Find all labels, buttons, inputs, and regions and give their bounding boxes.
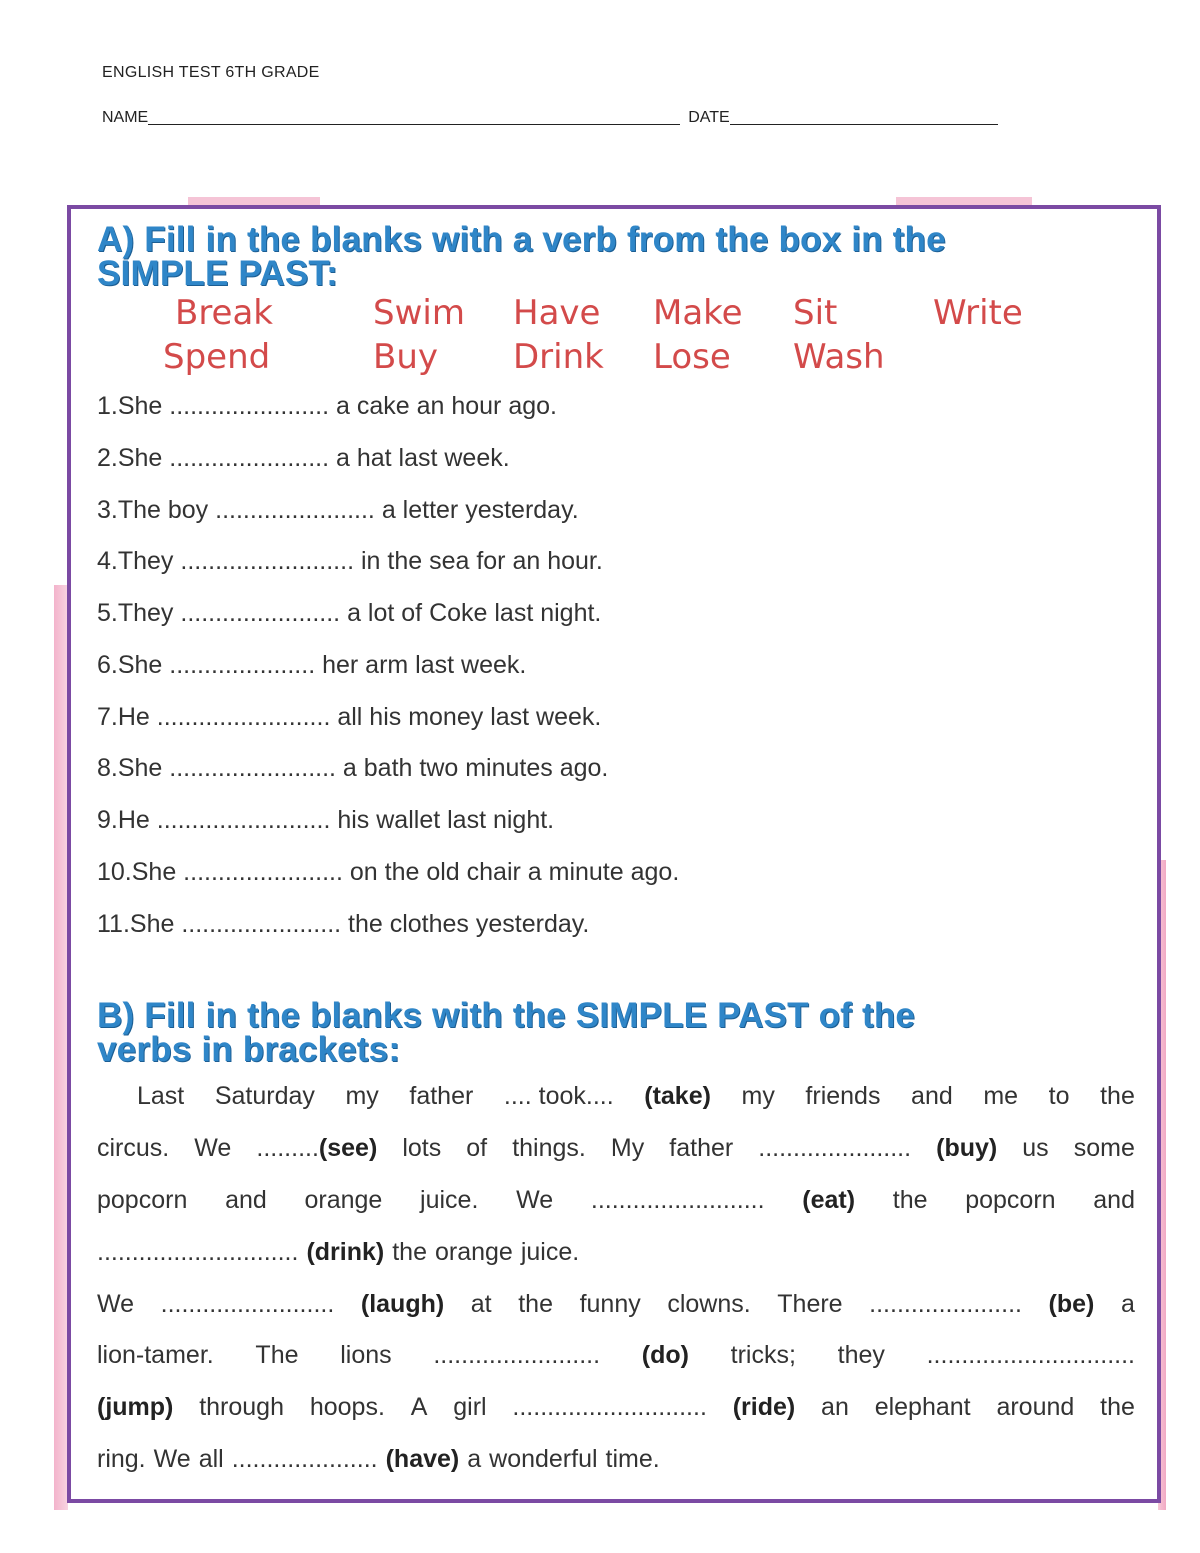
paragraph-word: (buy) [936,1134,998,1162]
paragraph-word: circus. [97,1134,170,1162]
paragraph-word: (take) [644,1082,711,1110]
paragraph-word: (ride) [732,1393,796,1421]
paragraph-word: We [194,1134,232,1162]
name-blank[interactable] [148,123,680,125]
paragraph-word: wonderful [489,1445,598,1473]
paragraph-word: me [983,1082,1019,1110]
paragraph-word: (laugh) [360,1290,445,1318]
section-a-heading-line1: A) Fill in the blanks with a verb from the box in the [97,220,946,259]
word-swim: Swim [373,293,465,333]
exercise-10: 10.She ....................... on the old chair a minute ago. [97,858,680,886]
word-sit: Sit [793,293,838,333]
paragraph-word: an [821,1393,849,1421]
paragraph-word: lion-tamer. [97,1341,214,1369]
paragraph-word: the [1100,1393,1135,1421]
paragraph-word: (eat) [802,1186,856,1214]
paragraph-word: .............................. [926,1341,1135,1369]
section-a-heading-line2: SIMPLE PAST: [97,254,338,293]
paragraph-word: at [470,1290,492,1318]
paragraph-word: A [410,1393,428,1421]
paragraph-word: .... took.... [503,1082,614,1110]
paragraph-word: The [255,1341,299,1369]
exercise-3: 3.The boy ....................... a letter yesterday. [97,496,579,524]
paragraph-word: my [345,1082,379,1110]
paragraph-word: things. [512,1134,586,1162]
word-make: Make [653,293,743,333]
word-write: Write [933,293,1023,333]
paragraph-word: to [1048,1082,1070,1110]
paragraph-word: orange [434,1238,513,1266]
paragraph-word: There [777,1290,843,1318]
paragraph-word: We [97,1290,135,1318]
paragraph-line-4 [97,1238,1135,1267]
word-break: Break [175,293,273,333]
paragraph-word: ...................... [758,1134,912,1162]
exercise-7: 7.He ......................... all his money last week. [97,703,602,731]
paragraph-word: Last [137,1082,185,1110]
pink-left-edge [54,585,68,1510]
paragraph-word: (jump) [97,1393,174,1421]
paragraph-word: We [153,1445,191,1473]
paragraph-word: a [467,1445,482,1473]
paragraph-word: ...................... [869,1290,1022,1318]
exercise-2: 2.She ....................... a hat last week. [97,444,510,472]
paragraph-word: My [610,1134,645,1162]
paragraph-word: .........(see) [256,1134,378,1162]
verb-word-box [71,293,1157,383]
name-label: NAME [102,109,149,126]
paragraph-word: girl [453,1393,487,1421]
paragraph-word: a [1120,1290,1135,1318]
paragraph-word: and [1093,1186,1135,1214]
paragraph-word: around [996,1393,1075,1421]
paragraph-line-1 [137,1082,1135,1111]
word-have: Have [513,293,601,333]
paragraph-word: funny [579,1290,641,1318]
paragraph-word: (have) [385,1445,460,1473]
paragraph-word: ..................... [231,1445,378,1473]
word-spend: Spend [163,337,271,377]
paragraph-line-3 [97,1186,1135,1215]
paragraph-word: all [198,1445,224,1473]
paragraph-word: popcorn [97,1186,188,1214]
paragraph-word: ........................ [433,1341,601,1369]
date-blank[interactable] [730,123,998,125]
paragraph-word: juice. [420,1186,479,1214]
paragraph-word: some [1073,1134,1135,1162]
paragraph-word: ............................. [97,1238,299,1266]
exercise-4: 4.They ......................... in the sea for an hour. [97,547,603,575]
test-title: ENGLISH TEST 6TH GRADE [102,64,320,81]
paragraph-word: us [1022,1134,1049,1162]
paragraph-word: tricks; [730,1341,796,1369]
word-lose: Lose [653,337,731,377]
paragraph-word: elephant [874,1393,971,1421]
section-b-heading-line2: verbs in brackets: [97,1030,401,1069]
paragraph-word: father [409,1082,474,1110]
exercise-6: 6.She ..................... her arm last week. [97,651,527,679]
paragraph-line-8 [97,1445,1135,1474]
paragraph-line-6 [97,1341,1135,1370]
paragraph-word: friends [805,1082,881,1110]
paragraph-word: juice. [520,1238,580,1266]
date-label: DATE [688,109,730,126]
paragraph-word: through [199,1393,284,1421]
paragraph-word: my [741,1082,775,1110]
paragraph-word: they [837,1341,885,1369]
paragraph-word: and [225,1186,267,1214]
paragraph-word: ......................... [160,1290,335,1318]
word-buy: Buy [373,337,438,377]
paragraph-word: lions [340,1341,392,1369]
exercise-5: 5.They ....................... a lot of Coke last night. [97,599,602,627]
paragraph-word: hoops. [309,1393,385,1421]
section-b-heading-line1: B) Fill in the blanks with the SIMPLE PAST of the [97,996,916,1035]
section-b-heading [97,996,1097,1069]
paragraph-word: ............................ [512,1393,707,1421]
paragraph-word: popcorn [965,1186,1056,1214]
word-drink: Drink [513,337,604,377]
paragraph-word: We [516,1186,554,1214]
paragraph-word: ring. [97,1445,146,1473]
exercise-9: 9.He ......................... his wallet last night. [97,806,555,834]
word-wash: Wash [793,337,885,377]
paragraph-word: father [669,1134,734,1162]
paragraph-line-5 [97,1290,1135,1319]
paragraph-word: (do) [641,1341,689,1369]
paragraph-word: the [1100,1082,1135,1110]
section-a-heading [97,220,1117,293]
paragraph-line-2 [97,1134,1135,1163]
exercise-11: 11.She ....................... the clothes yesterday. [97,910,590,938]
paragraph-word: the [518,1290,553,1318]
paragraph-word: orange [304,1186,383,1214]
paragraph-word: and [911,1082,953,1110]
exercise-1: 1.She ....................... a cake an hour ago. [97,392,557,420]
paragraph-word: clowns. [667,1290,751,1318]
paragraph-word: of [466,1134,488,1162]
exercise-8: 8.She ........................ a bath two minutes ago. [97,754,609,782]
paragraph-word: Saturday [214,1082,315,1110]
name-date-line [102,109,998,127]
paragraph-line-7 [97,1393,1135,1422]
paragraph-word: lots [402,1134,442,1162]
paragraph-word: (be) [1048,1290,1095,1318]
paragraph-word: the [392,1238,427,1266]
paragraph-word: time. [605,1445,660,1473]
worksheet-frame [67,205,1161,1503]
paragraph-word: (drink) [306,1238,385,1266]
paragraph-word: the [892,1186,928,1214]
paragraph-word: ......................... [590,1186,765,1214]
